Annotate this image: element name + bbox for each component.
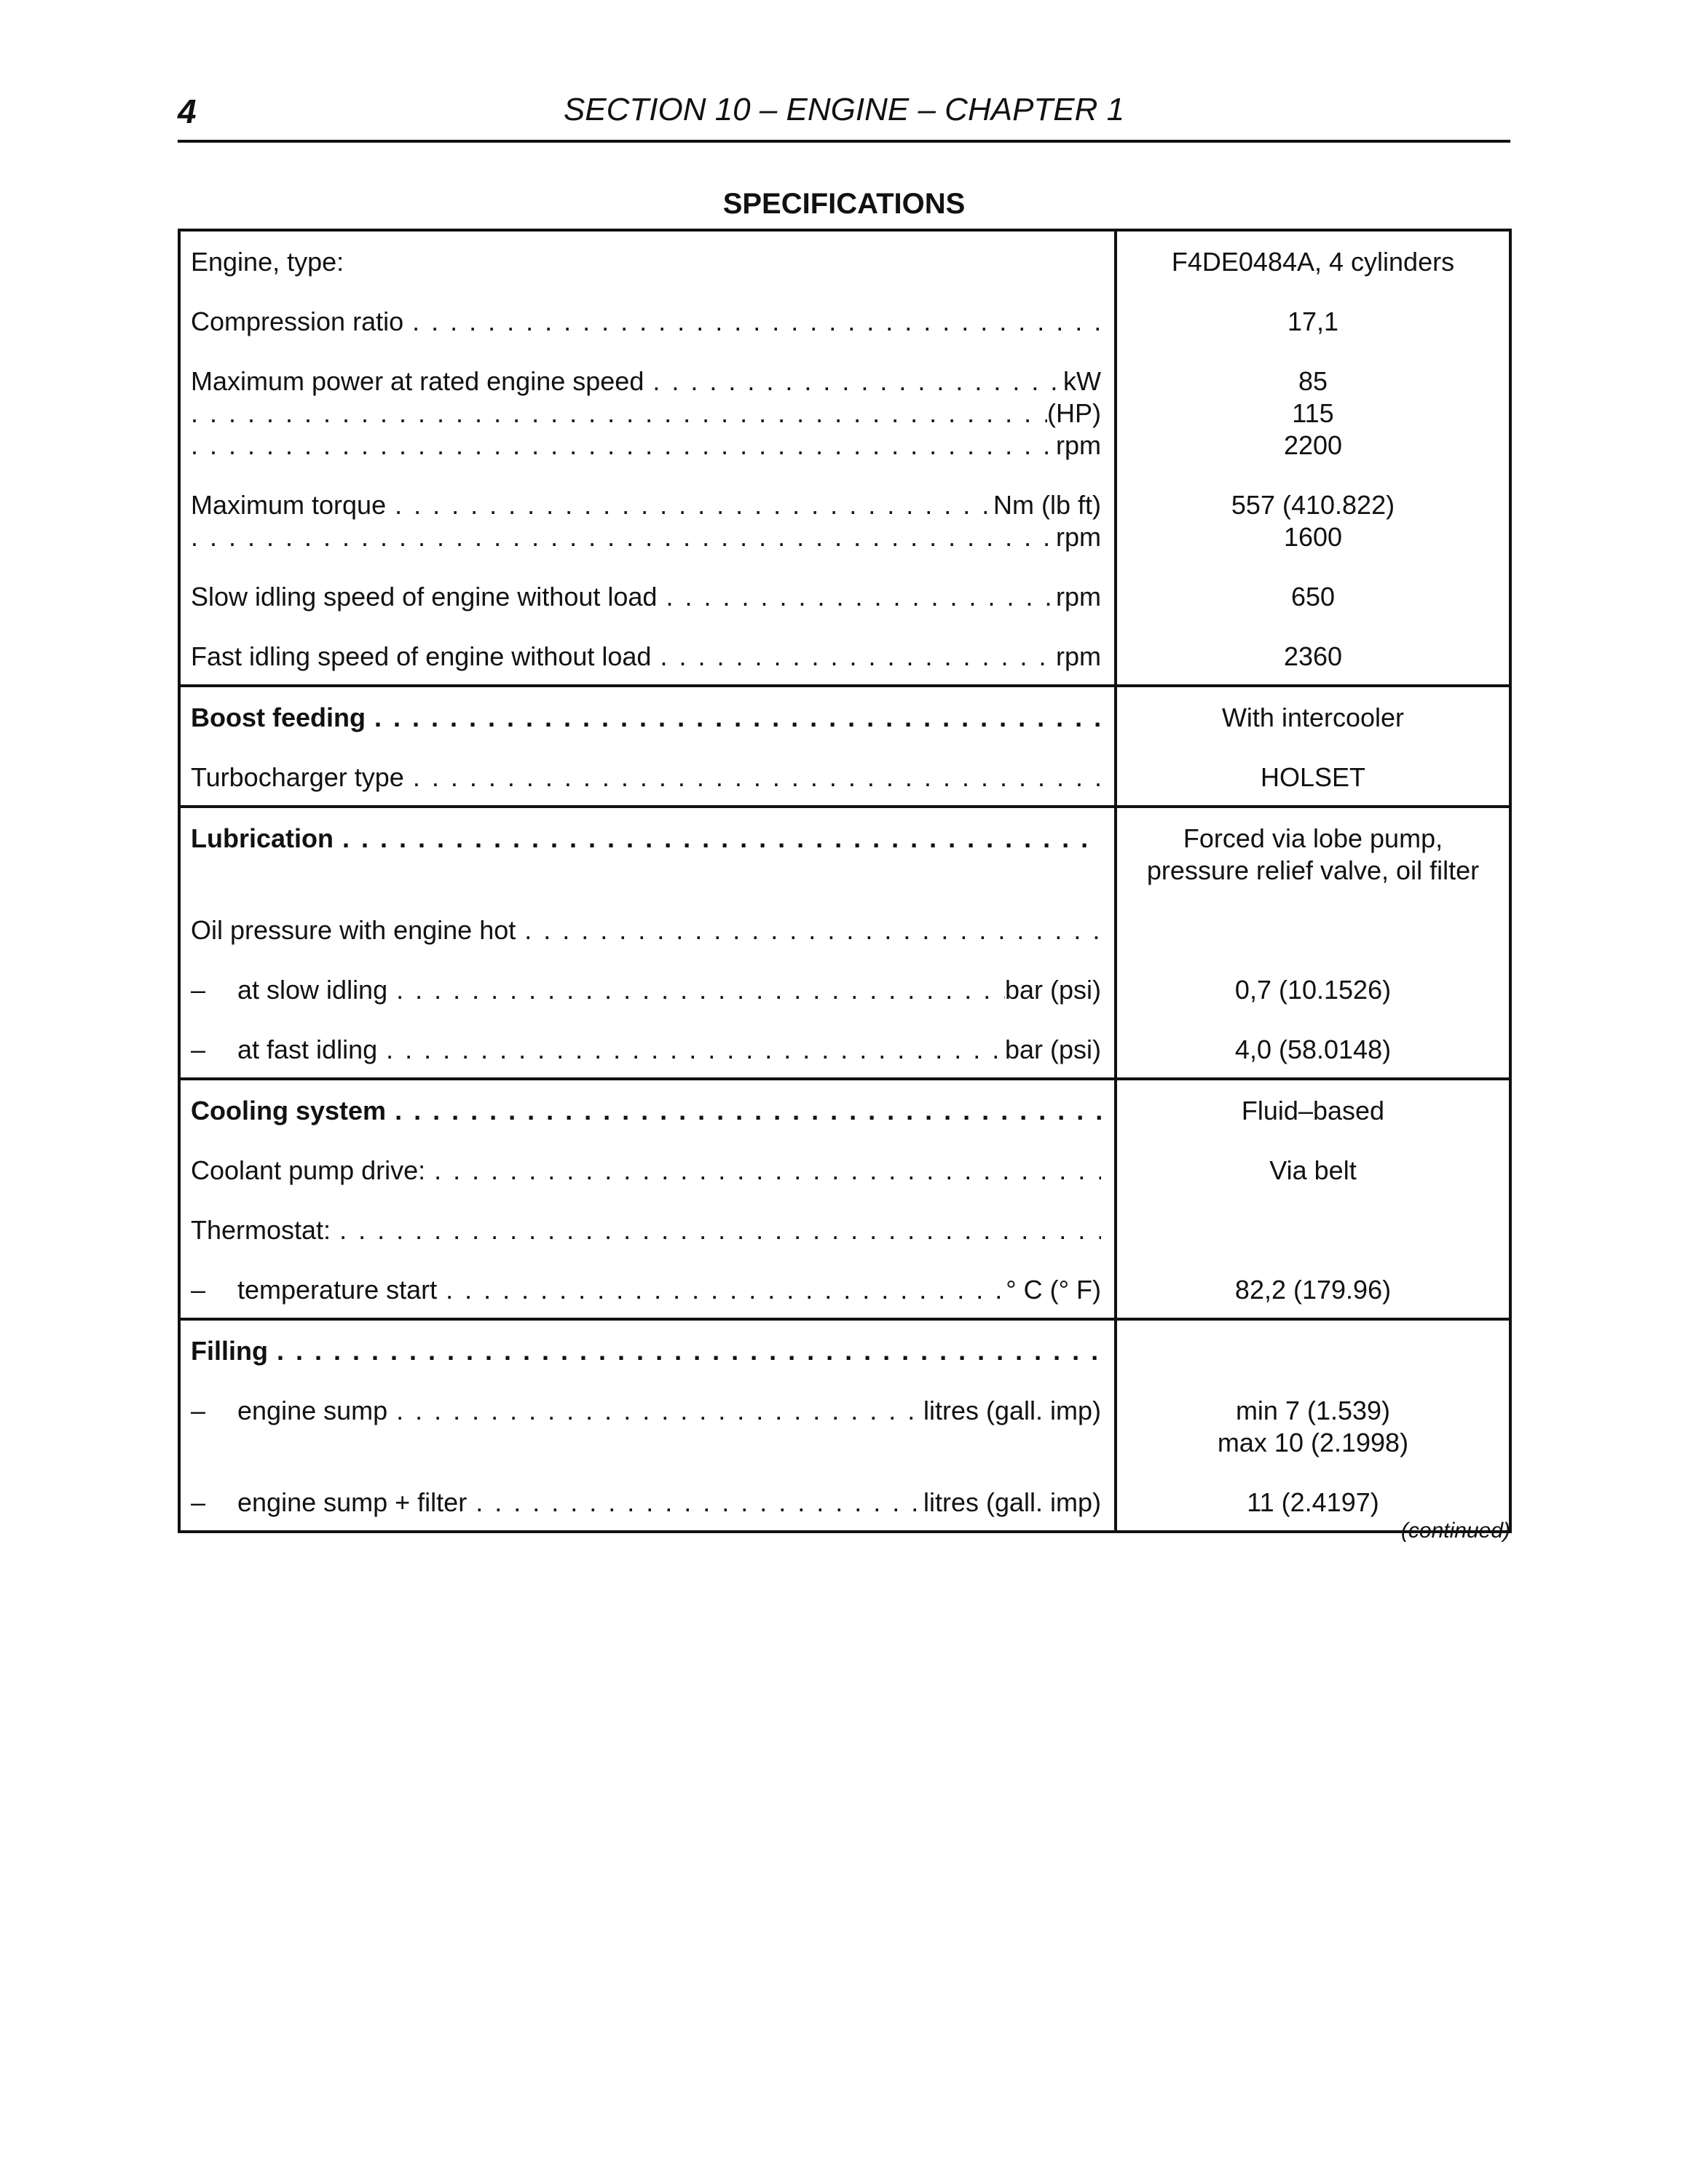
fast-idling-pressure-label: at fast idling	[237, 1034, 378, 1064]
unit-label: (HP)	[1047, 398, 1101, 428]
dash-marker: –	[191, 1487, 206, 1517]
coolant-pump-label: Coolant pump drive:	[191, 1155, 426, 1185]
engine-sump-max-value: max 10 (2.1998)	[1217, 1428, 1409, 1457]
unit-label: rpm	[1056, 522, 1101, 552]
table-row	[179, 1319, 1510, 1532]
section-title: SECTION 10 – ENGINE – CHAPTER 1	[563, 92, 1125, 127]
leader-dots	[191, 521, 1056, 553]
unit-label: rpm	[1056, 430, 1101, 460]
leader-dots	[425, 1155, 1101, 1187]
temperature-start-value: 82,2 (179.96)	[1234, 1275, 1392, 1305]
leader-dots	[191, 397, 1047, 430]
compression-ratio-label: Compression ratio	[191, 306, 404, 336]
leader-dots	[404, 761, 1101, 794]
value-cell	[1116, 686, 1510, 807]
engine-sump-min-value: min 7 (1.539)	[1235, 1396, 1391, 1425]
lubrication-value-line1: Forced via lobe pump,	[1183, 823, 1443, 853]
leader-dots	[268, 1335, 1101, 1367]
leader-dots	[467, 1487, 923, 1519]
page-header	[178, 89, 1510, 143]
power-rpm-value: 2200	[1283, 430, 1343, 460]
continued-note: (continued)	[1400, 1519, 1510, 1543]
label-cell	[179, 230, 1116, 686]
unit-label: rpm	[1056, 641, 1101, 671]
engine-type-value: F4DE0484A, 4 cylinders	[1171, 247, 1455, 277]
leader-dots	[437, 1274, 1006, 1306]
value-cell	[1116, 1079, 1510, 1319]
cooling-system-label: Cooling system	[191, 1096, 387, 1125]
leader-dots	[644, 365, 1063, 397]
torque-value: 557 (410.822)	[1231, 490, 1395, 520]
leader-dots	[386, 1095, 1101, 1127]
lubrication-value-line2: pressure relief valve, oil filter	[1146, 855, 1480, 885]
leader-dots	[516, 914, 1101, 946]
boost-feeding-label: Boost feeding	[191, 703, 366, 732]
label-cell	[179, 807, 1116, 1079]
value-cell	[1116, 1319, 1510, 1532]
unit-label: kW	[1063, 366, 1101, 396]
max-power-label: Maximum power at rated engine speed	[191, 366, 644, 396]
label-cell	[179, 1319, 1116, 1532]
thermostat-label: Thermostat:	[191, 1215, 331, 1245]
turbocharger-type-value: HOLSET	[1260, 762, 1366, 792]
unit-label: litres (gall. imp)	[923, 1487, 1101, 1517]
torque-rpm-value: 1600	[1283, 522, 1343, 552]
temperature-start-label: temperature start	[237, 1275, 438, 1305]
unit-label: Nm (lb ft)	[993, 490, 1101, 520]
engine-sump-filter-value: 11 (2.4197)	[1247, 1487, 1379, 1517]
table-row	[179, 230, 1510, 686]
turbocharger-type-label: Turbocharger type	[191, 762, 404, 792]
engine-sump-filter-label: engine sump + filter	[237, 1487, 468, 1517]
fast-idle-value: 2360	[1283, 641, 1343, 671]
dash-marker: –	[191, 1275, 206, 1305]
slow-idling-pressure-label: at slow idling	[237, 975, 388, 1005]
fast-idle-label: Fast idling speed of engine without load	[191, 641, 652, 671]
fast-idling-pressure-value: 4,0 (58.0148)	[1234, 1034, 1392, 1064]
slow-idle-label: Slow idling speed of engine without load	[191, 582, 658, 612]
table-row	[179, 807, 1510, 1079]
page-number: 4	[178, 92, 197, 130]
leader-dots	[331, 1214, 1101, 1246]
table-row	[179, 1079, 1510, 1319]
slow-idling-pressure-value: 0,7 (10.1526)	[1234, 975, 1392, 1005]
leader-dots	[377, 1034, 1005, 1066]
unit-label: bar (psi)	[1004, 975, 1101, 1005]
leader-dots	[386, 489, 993, 521]
dash-marker: –	[191, 1396, 206, 1425]
compression-ratio-value: 17,1	[1287, 306, 1339, 336]
leader-dots	[651, 641, 1056, 673]
slow-idle-value: 650	[1290, 582, 1336, 612]
leader-dots	[387, 974, 1005, 1006]
boost-feeding-value: With intercooler	[1221, 703, 1405, 732]
value-cell	[1116, 807, 1510, 1079]
max-torque-label: Maximum torque	[191, 490, 387, 520]
lubrication-label: Lubrication	[191, 823, 334, 853]
dash-marker: –	[191, 975, 206, 1005]
dash-marker: –	[191, 1034, 206, 1064]
leader-dots	[334, 823, 1101, 855]
cooling-system-value: Fluid–based	[1241, 1096, 1385, 1125]
label-cell	[179, 1079, 1116, 1319]
label-cell	[179, 686, 1116, 807]
unit-label: bar (psi)	[1004, 1034, 1101, 1064]
filling-label: Filling	[191, 1336, 268, 1366]
power-hp-value: 115	[1292, 398, 1334, 428]
table-row	[179, 686, 1510, 807]
specifications-table	[178, 229, 1512, 1533]
leader-dots	[657, 581, 1056, 613]
leader-dots	[403, 306, 1101, 338]
leader-dots	[387, 1395, 923, 1427]
unit-label: ° C (° F)	[1006, 1275, 1101, 1305]
specifications-title: SPECIFICATIONS	[722, 188, 966, 220]
leader-dots	[366, 702, 1101, 734]
engine-type-label: Engine, type:	[191, 247, 344, 277]
value-cell	[1116, 230, 1510, 686]
coolant-pump-value: Via belt	[1269, 1155, 1357, 1185]
unit-label: litres (gall. imp)	[923, 1396, 1101, 1425]
oil-pressure-label: Oil pressure with engine hot	[191, 915, 516, 945]
leader-dots	[191, 430, 1056, 462]
power-kw-value: 85	[1298, 366, 1328, 396]
unit-label: rpm	[1056, 582, 1101, 612]
engine-sump-label: engine sump	[237, 1396, 388, 1425]
